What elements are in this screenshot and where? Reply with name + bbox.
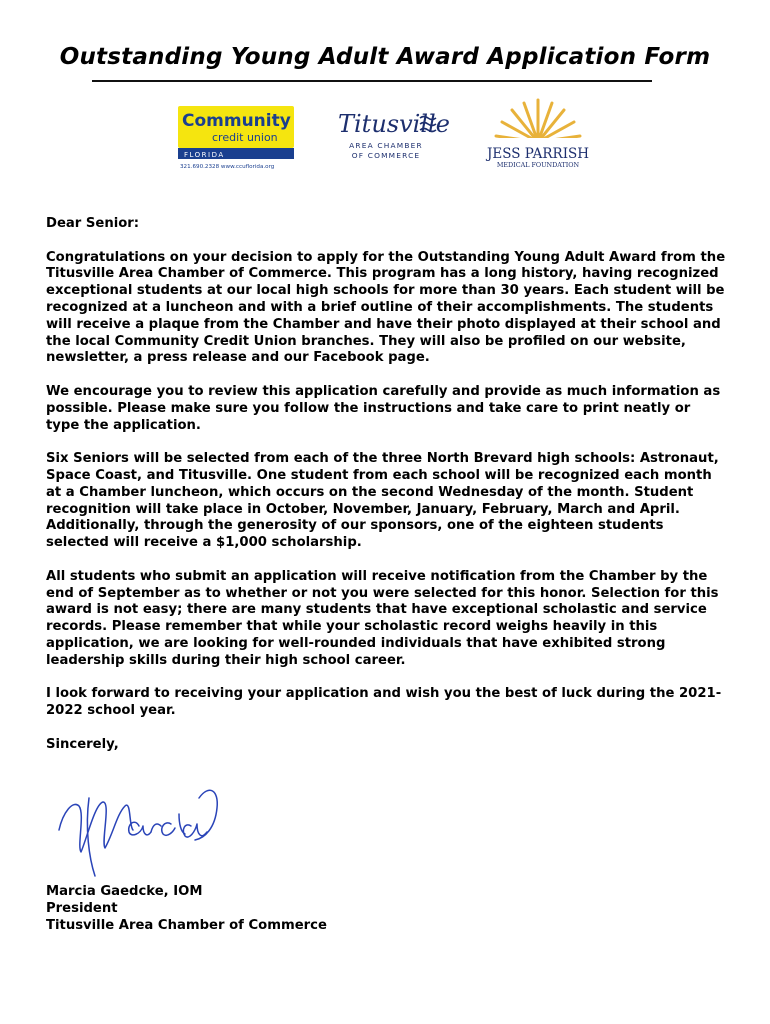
- sponsor-logos: [0, 94, 770, 174]
- signer-org: Titusville Area Chamber of Commerce: [46, 917, 327, 933]
- letter-body: [46, 216, 726, 770]
- signer-title: President: [46, 900, 118, 916]
- letter-paragraph: We encourage you to review this application carefully and provide as much information as possible. Please make sure you follow the instructions and take care to print neatly or type the application.: [46, 383, 721, 433]
- letter-paragraph: Six Seniors will be selected from each of the three North Brevard high schools: Astronaut, Space Coast, and Titusville. One student from each school will be recognized each month at a Chamber luncheon, which occurs on the second Wednesday of the month. Student recognition will take place in October, November, January, February, March and April. Additionally, through the generosity of our sponsors, one of the eighteen students selected will receive a $1,000 scholarship.: [46, 451, 719, 551]
- community-credit-union-logo: [178, 104, 296, 170]
- closing: Sincerely,: [46, 736, 119, 752]
- jess-parrish-logo: [484, 94, 592, 170]
- signature: [55, 768, 225, 880]
- titusville-chamber-logo: [334, 96, 450, 162]
- page-title: Outstanding Young Adult Award Application Form: [59, 44, 711, 70]
- letter-paragraph: All students who submit an application will receive notification from the Chamber by the end of September as to whether or not you were selected for this honor. Selection for this award is not easy; there are many students that have exceptional scholastic and service records. Please remember that while your scholastic record weighs heavily in this application, we are looking for well-rounded individuals that have exhibited strong leadership skills during their high school career.: [46, 568, 719, 668]
- community-logo-state: FLORIDA: [184, 151, 225, 159]
- titusville-logo-sub2: OF COMMERCE: [351, 151, 421, 160]
- signer-block: [46, 884, 327, 934]
- title-underline: [92, 80, 652, 82]
- community-logo-contact: 321.690.2328 www.ccuflorida.org: [180, 164, 275, 170]
- community-logo-line2: credit union: [212, 131, 278, 144]
- signer-name: Marcia Gaedcke, IOM: [46, 884, 203, 899]
- titusville-logo-name: Titusville: [338, 110, 450, 138]
- community-logo-line1: Community: [182, 111, 291, 131]
- jess-parrish-logo-name: JESS PARRISH: [486, 146, 590, 162]
- letter-paragraph: Congratulations on your decision to apply for the Outstanding Young Adult Award from the Titusville Area Chamber of Commerce. This program has a long history, having recognized exceptional students at our local high schools for more than 30 years. Each student will be recognized at a luncheon and with a brief outline of their accomplishments. The students will receive a plaque from the Chamber and have their photo displayed at their school and the local Community Credit Union branches. They will also be profiled on our website, newsletter, a press release and our Facebook page.: [46, 249, 726, 366]
- sunburst-icon: [496, 100, 580, 142]
- salutation: Dear Senior:: [46, 216, 140, 231]
- titusville-logo-sub1: AREA CHAMBER: [349, 141, 423, 150]
- letter-paragraph: I look forward to receiving your application and wish you the best of luck during the 2021-2022 school year.: [46, 686, 722, 719]
- jess-parrish-logo-sub: MEDICAL FOUNDATION: [496, 161, 580, 169]
